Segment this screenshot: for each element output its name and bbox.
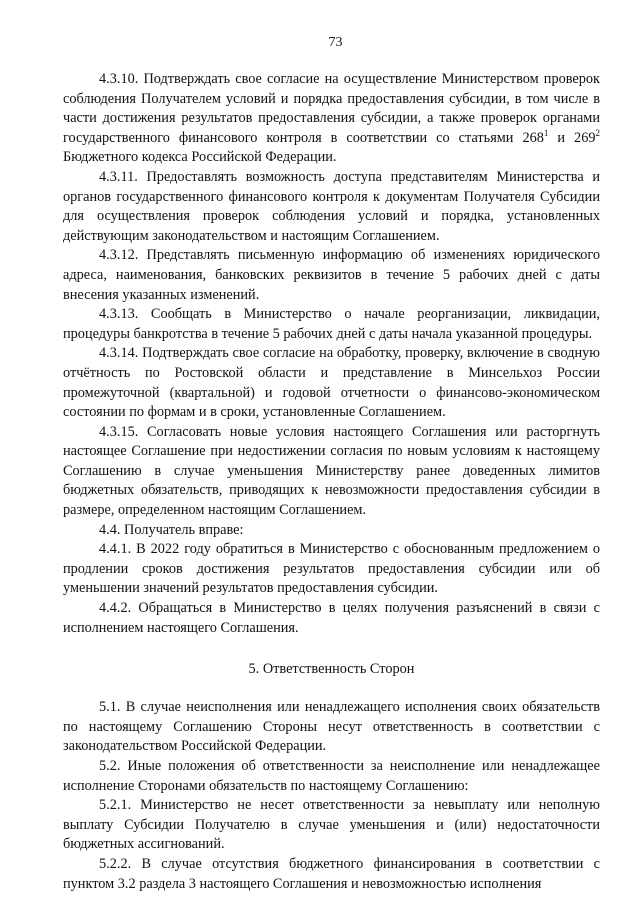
paragraph-4-4-2: 4.4.2. Обращаться в Министерство в целях получения разъяснений в связи с исполнением настоящего Соглашения. <box>63 600 600 636</box>
paragraph-5-1: 5.1. В случае неисполнения или ненадлежащего исполнения своих обязательств по настоящему Соглашению Стороны несут ответственность в соответствии с законодательством Российской Федерации. <box>63 699 600 755</box>
paragraph-5-2: 5.2. Иные положения об ответственности за неисполнение или ненадлежащее исполнение Сторонами обязательств по настоящему Соглашению: <box>63 758 600 794</box>
paragraph-5-2-1: 5.2.1. Министерство не несет ответственности за невыплату или неполную выплату Субсидии Получателю в случае уменьшения и (или) недостаточности бюджетных ассигнований. <box>63 797 600 853</box>
section-heading: 5. Ответственность Сторон <box>248 661 415 678</box>
paragraph-4-4: 4.4. Получатель вправе: <box>99 521 244 538</box>
superscript: 1 <box>543 127 549 138</box>
paragraph-text: Бюджетного кодекса Российской Федерации. <box>63 149 337 166</box>
paragraph-4-3-14: 4.3.14. Подтверждать свое согласие на обработку, проверку, включение в сводную отчётность по Ростовской области и представление в Минсельхоз России промежуточной (квартальной) и годовой отчетности о финансово-экономическом состоянии по формам и в сроки, установленные Соглашением. <box>63 345 600 421</box>
paragraph-5-2-2: 5.2.2. В случае отсутствия бюджетного финансирования в соответствии с пунктом 3.2 раздела 3 настоящего Соглашения и невозможностью исполнения <box>63 855 600 892</box>
paragraph-text: и 269 <box>548 129 596 146</box>
paragraph-4-3-13: 4.3.13. Сообщать в Министерство о начале реорганизации, ликвидации, процедуры банкротства в течение 5 рабочих дней с даты начала указанной процедуры. <box>63 306 600 342</box>
paragraph-4-3-15: 4.3.15. Согласовать новые условия настоящего Соглашения или расторгнуть настоящее Соглашение при недостижении согласия по новым условиям к настоящему Соглашению в случае уменьшения Министерству ранее доведенных лимитов бюджетных обязательств, приводящих к невозможности предоставления субсидии в размере, определенном настоящим Соглашением. <box>63 423 600 519</box>
paragraph-text: 4.3.10. Подтверждать свое согласие на осуществление Министерством проверок соблюдения Получателем условий и порядка предоставления субсидии, в том числе в части достижения результатов предоставления субсидии, а также проверок органами государственного финансового контроля в соответствии со статьями 268 <box>63 71 600 146</box>
page-number: 73 <box>328 35 343 50</box>
paragraph-4-4-1: 4.4.1. В 2022 году обратиться в Министерство с обоснованным предложением о продлении сроков достижения результатов предоставления субсидии или об уменьшении значений результатов предоставления субсидии. <box>63 541 600 597</box>
paragraph-4-3-11: 4.3.11. Предоставлять возможность доступа представителям Министерства и органов государственного финансового контроля к документам Получателя Субсидии для осуществления проверок соблюдения условий и порядка, установленных действующим законодательством и настоящим Соглашением. <box>63 168 600 244</box>
paragraph-4-3-12: 4.3.12. Представлять письменную информацию об изменениях юридического адреса, наименования, банковских реквизитов в течение 5 рабочих дней с даты внесения указанных изменений. <box>63 247 600 303</box>
superscript: 2 <box>595 127 600 138</box>
paragraph-4-3-10 <box>63 70 600 168</box>
